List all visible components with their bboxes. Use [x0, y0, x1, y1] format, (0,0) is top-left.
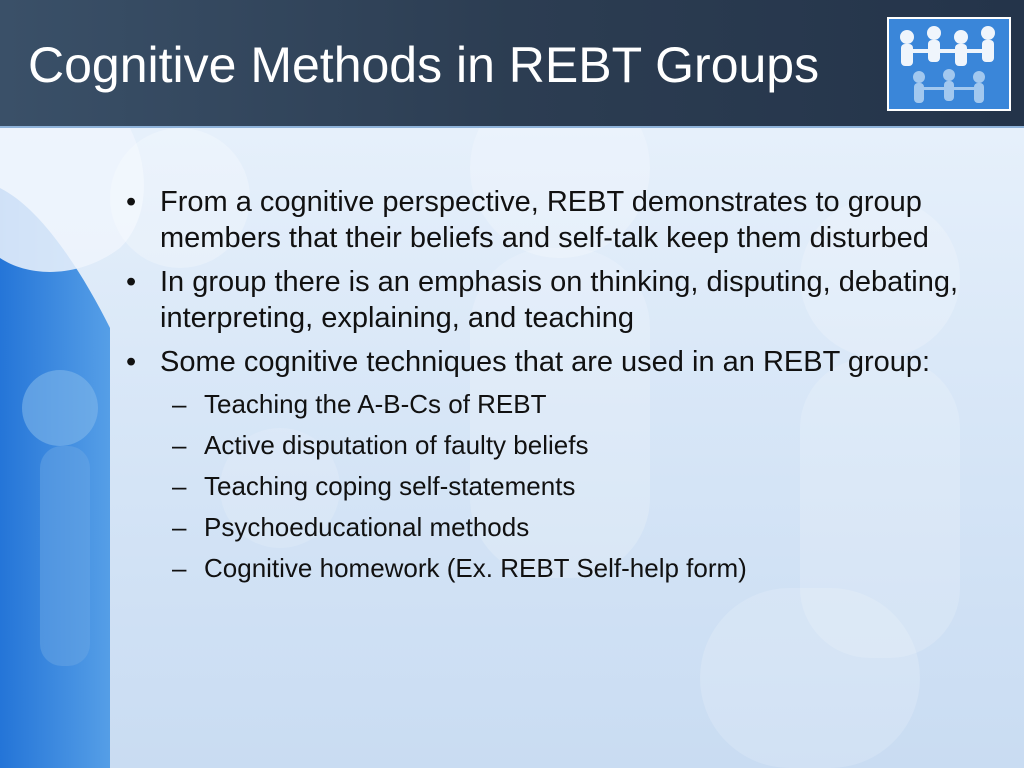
people-chain-logo-icon: [887, 17, 1011, 111]
sub-bullet-text: Cognitive homework (Ex. REBT Self-help form): [204, 553, 747, 583]
slide-title: Cognitive Methods in REBT Groups: [28, 37, 820, 93]
bullet-text: Some cognitive techniques that are used in an REBT group:: [160, 346, 931, 378]
sub-bullet-item: – Psychoeducational methods: [172, 512, 530, 542]
sub-bullet-item: – Teaching coping self-statements: [172, 471, 576, 501]
sub-bullet-text: Psychoeducational methods: [204, 512, 530, 542]
bullet-item: • In group there is an emphasis on thinking, disputing, debating, interpreting, explaining, and teaching: [126, 266, 959, 334]
sub-bullet-item: – Active disputation of faulty beliefs: [172, 430, 589, 460]
sub-bullet-text: Teaching coping self-statements: [204, 471, 576, 501]
slide-body: [124, 184, 984, 593]
bullet-text: In group there is an emphasis on thinking, disputing, debating, interpreting, explaining, and teaching: [160, 266, 959, 334]
sub-bullet-item: – Cognitive homework (Ex. REBT Self-help form): [172, 553, 747, 583]
sub-bullet-item: – Teaching the A-B-Cs of REBT: [172, 389, 547, 419]
sub-bullet-text: Active disputation of faulty beliefs: [204, 430, 589, 460]
bullet-item: • Some cognitive techniques that are used in an REBT group:: [126, 346, 931, 378]
title-bar: [0, 0, 1024, 128]
sub-bullet-text: Teaching the A-B-Cs of REBT: [204, 389, 547, 419]
bullet-text: From a cognitive perspective, REBT demonstrates to group members that their beliefs and self-talk keep them disturbed: [160, 186, 929, 254]
bullet-item: • From a cognitive perspective, REBT demonstrates to group members that their beliefs and self-talk keep them disturbed: [126, 186, 929, 254]
